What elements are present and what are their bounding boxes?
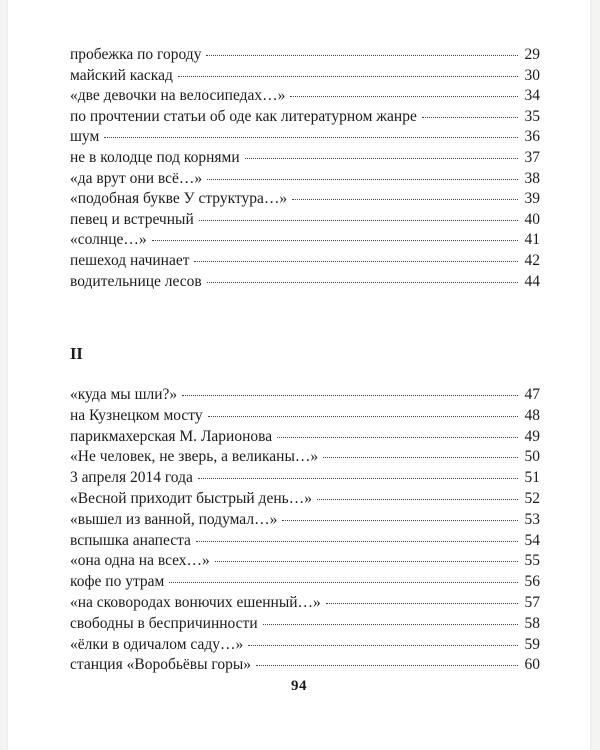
dot-leader [256, 665, 518, 666]
toc-entry [70, 510, 540, 531]
toc-entry [70, 385, 540, 406]
dot-leader [199, 220, 518, 221]
toc-entry [70, 531, 540, 552]
toc-entry [70, 572, 540, 593]
toc-entry [70, 189, 540, 210]
toc-entry-page-number: 48 [524, 406, 540, 424]
toc-entry-page-number: 29 [524, 46, 540, 63]
toc-entry-page-number: 50 [524, 448, 540, 466]
toc-entry-page-number: 59 [524, 635, 540, 653]
toc-entry-title: на Кузнецком мосту [70, 406, 203, 424]
page-number: 94 [291, 678, 307, 694]
toc-entry-title: «вышел из ванной, подумал…» [70, 510, 278, 528]
dot-leader [194, 261, 518, 262]
toc-entry-title: шум [70, 128, 100, 146]
toc-entry-title: «солнце…» [70, 231, 147, 249]
toc-entry-title: вспышка анапеста [70, 531, 191, 549]
toc-entry [70, 127, 540, 148]
toc-entry [70, 551, 540, 572]
toc-entry-page-number: 40 [524, 210, 540, 228]
toc-entry [70, 210, 540, 231]
toc-entry [70, 107, 540, 128]
toc-entry [70, 45, 540, 66]
toc-entry-title: парикмахерская М. Ларионова [70, 427, 273, 445]
toc-entry-title: пробежка по городу [70, 46, 202, 63]
toc-entry [70, 66, 540, 87]
toc-entry-title: «Весной приходит быстрый день…» [70, 489, 312, 507]
toc-entry-page-number: 44 [524, 272, 540, 290]
toc-entry-title: 3 апреля 2014 года [70, 469, 193, 487]
dot-leader [178, 76, 518, 77]
toc-entry-page-number: 49 [524, 427, 540, 445]
toc-entry-page-number: 54 [524, 531, 540, 549]
toc-entry [70, 635, 540, 656]
toc-entry-page-number: 52 [524, 489, 540, 507]
dot-leader [152, 240, 518, 241]
toc-entry [70, 230, 540, 251]
toc-entry [70, 427, 540, 448]
dot-leader [292, 199, 518, 200]
toc-entry [70, 169, 540, 190]
dot-leader [198, 478, 518, 479]
toc-entry-page-number: 57 [524, 593, 540, 611]
toc-entry-page-number: 60 [524, 656, 540, 674]
toc-entry [70, 614, 540, 635]
toc-entry-title: пешеход начинает [70, 251, 190, 269]
toc-entry [70, 655, 540, 676]
dot-leader [290, 96, 518, 97]
toc-entry-page-number: 38 [524, 169, 540, 187]
dot-leader [422, 117, 518, 118]
toc-entry [70, 86, 540, 107]
toc-entry-page-number: 30 [524, 66, 540, 84]
toc-entry-page-number: 56 [524, 573, 540, 591]
toc-entry [70, 593, 540, 614]
dot-leader [196, 541, 518, 542]
toc-entry-page-number: 35 [524, 107, 540, 125]
toc-entry [70, 447, 540, 468]
toc-entry [70, 468, 540, 489]
toc-entry-title: по прочтении статьи об оде как литературном жанре [70, 107, 417, 125]
toc-entry-title: «Не человек, не зверь, а великаны…» [70, 448, 319, 466]
toc-entry-page-number: 37 [524, 148, 540, 166]
dot-leader [207, 282, 518, 283]
dot-leader [245, 158, 518, 159]
dot-leader [277, 437, 518, 438]
toc-entry-title: «подобная букве У структура…» [70, 190, 288, 208]
dot-leader [326, 603, 518, 604]
toc-entry-title: «куда мы шли?» [70, 386, 178, 403]
dot-leader [208, 416, 518, 417]
toc-entry [70, 406, 540, 427]
toc-entry-page-number: 55 [524, 552, 540, 570]
toc-entry-title: не в колодце под корнями [70, 148, 240, 166]
dot-leader [207, 179, 518, 180]
toc-entry-title: «да врут они всё…» [70, 169, 203, 187]
toc-entry-page-number: 41 [524, 231, 540, 249]
toc-entry-title: кофе по утрам [70, 573, 165, 591]
toc-list-part-1 [70, 45, 540, 292]
toc-entry-page-number: 34 [524, 87, 540, 105]
toc-entry-title: «она одна на всех…» [70, 552, 210, 570]
dot-leader [317, 499, 518, 500]
dot-leader [323, 457, 518, 458]
dot-leader [169, 582, 518, 583]
toc-entry [70, 251, 540, 272]
toc-entry-page-number: 58 [524, 614, 540, 632]
toc-list-part-2 [70, 385, 540, 676]
toc-entry-page-number: 36 [524, 128, 540, 146]
toc-entry-title: «две девочки на велосипедах…» [70, 87, 286, 105]
toc-entry-title: станция «Воробьёвы горы» [70, 656, 252, 674]
dot-leader [104, 137, 518, 138]
toc-entry-title: свободны в беспричинности [70, 614, 258, 632]
toc-entry-title: «ёлки в одичалом саду…» [70, 635, 244, 653]
toc-entry-title: водительнице лесов [70, 272, 202, 290]
toc-entry-page-number: 39 [524, 190, 540, 208]
section-heading: II [70, 344, 83, 363]
dot-leader [248, 645, 518, 646]
toc-entry-title: «на сковородах вонючих ешенный…» [70, 593, 321, 611]
toc-entry-title: певец и встречный [70, 210, 194, 228]
toc-entry-page-number: 51 [524, 469, 540, 487]
dot-leader [282, 520, 518, 521]
dot-leader [215, 561, 518, 562]
dot-leader [206, 55, 518, 56]
toc-entry [70, 148, 540, 169]
dot-leader [182, 395, 518, 396]
toc-entry-title: майский каскад [70, 66, 173, 84]
toc-entry-page-number: 42 [524, 251, 540, 269]
toc-entry [70, 489, 540, 510]
toc-entry [70, 272, 540, 293]
book-page [8, 0, 590, 750]
toc-entry-page-number: 53 [524, 510, 540, 528]
toc-entry-page-number: 47 [524, 386, 540, 403]
dot-leader [263, 624, 518, 625]
